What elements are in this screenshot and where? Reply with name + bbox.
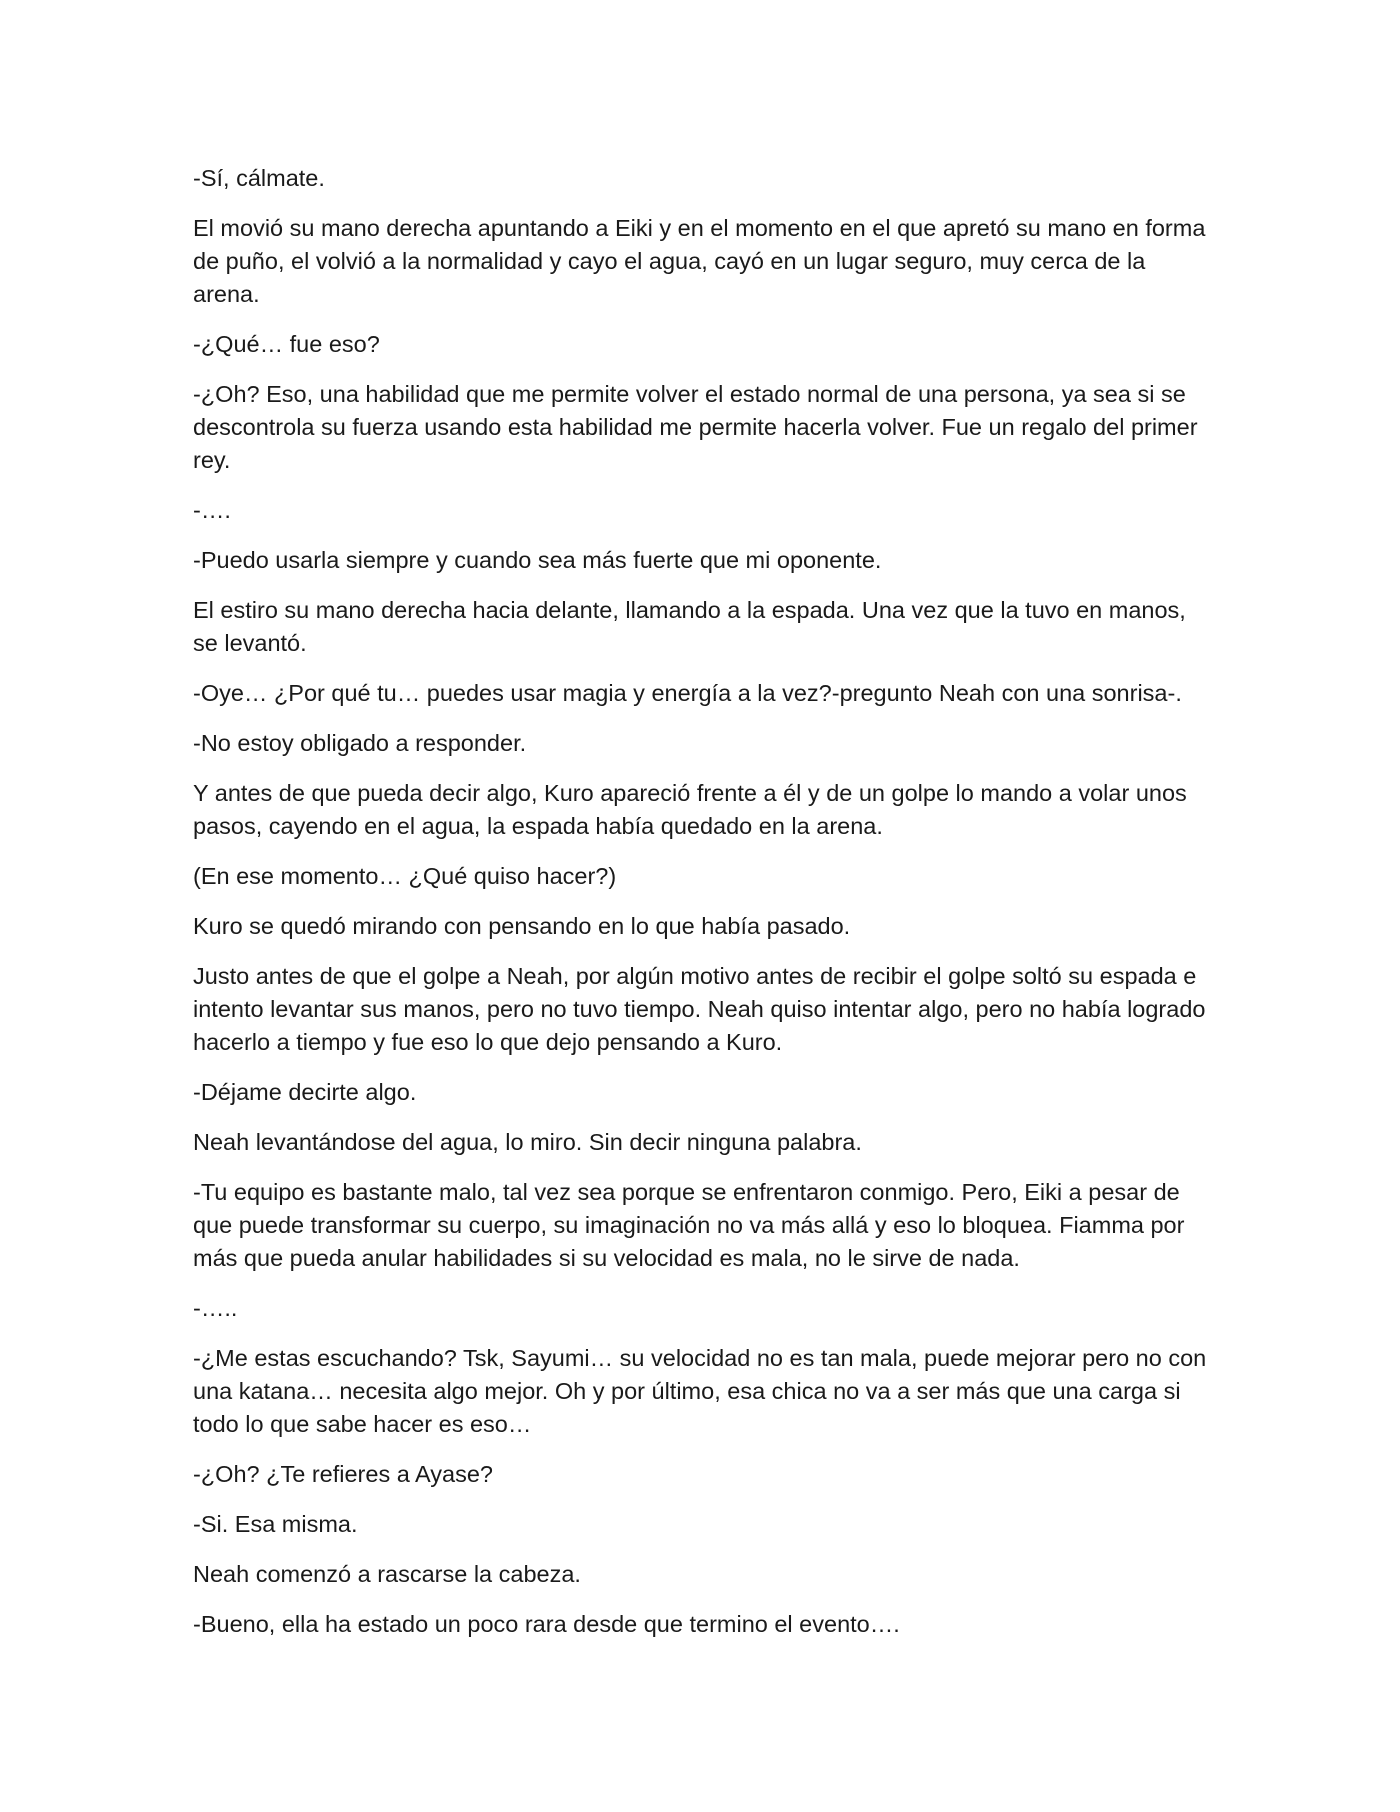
paragraph: -Tu equipo es bastante malo, tal vez sea porque se enfrentaron conmigo. Pero, Eiki a pesar de que puede transformar su cuerpo, su imaginación no va más allá y eso lo bloquea. Fiamma por más que pueda anular habilidades si su velocidad es mala, no le sirve de nada. [193, 1179, 1185, 1271]
paragraph: Neah comenzó a rascarse la cabeza. [193, 1561, 581, 1587]
paragraph: -….. [193, 1295, 238, 1321]
paragraph: (En ese momento… ¿Qué quiso hacer?) [193, 863, 617, 889]
paragraph: -¿Oh? Eso, una habilidad que me permite volver el estado normal de una persona, ya sea si se descontrola su fuerza usando esta habilidad me permite hacerla volver. Fue un regalo del primer rey. [193, 381, 1198, 473]
paragraph: -¿Oh? ¿Te refieres a Ayase? [193, 1461, 493, 1487]
paragraph: Justo antes de que el golpe a Neah, por algún motivo antes de recibir el golpe soltó su espada e intento levantar sus manos, pero no tuvo tiempo. Neah quiso intentar algo, pero no había logrado hacerlo a tiempo y fue eso lo que dejo pensando a Kuro. [193, 963, 1206, 1055]
paragraph: -¿Qué… fue eso? [193, 331, 380, 357]
paragraph: -Si. Esa misma. [193, 1511, 358, 1537]
paragraph: -Sí, cálmate. [193, 165, 325, 191]
paragraph: Y antes de que pueda decir algo, Kuro apareció frente a él y de un golpe lo mando a volar unos pasos, cayendo en el agua, la espada había quedado en la arena. [193, 780, 1187, 839]
paragraph: Kuro se quedó mirando con pensando en lo que había pasado. [193, 913, 851, 939]
paragraph: Neah levantándose del agua, lo miro. Sin decir ninguna palabra. [193, 1129, 862, 1155]
paragraph: -…. [193, 497, 231, 523]
paragraph: -Bueno, ella ha estado un poco rara desde que termino el evento…. [193, 1611, 900, 1637]
paragraph: -Déjame decirte algo. [193, 1079, 417, 1105]
paragraph: -Oye… ¿Por qué tu… puedes usar magia y energía a la vez?-pregunto Neah con una sonrisa-. [193, 680, 1182, 706]
paragraph: El movió su mano derecha apuntando a Eiki y en el momento en el que apretó su mano en forma de puño, el volvió a la normalidad y cayo el agua, cayó en un lugar seguro, muy cerca de la arena. [193, 215, 1206, 307]
document-body [193, 162, 1213, 1658]
paragraph: -Puedo usarla siempre y cuando sea más fuerte que mi oponente. [193, 547, 882, 573]
paragraph: El estiro su mano derecha hacia delante, llamando a la espada. Una vez que la tuvo en manos, se levantó. [193, 597, 1186, 656]
paragraph: -No estoy obligado a responder. [193, 730, 527, 756]
paragraph: -¿Me estas escuchando? Tsk, Sayumi… su velocidad no es tan mala, puede mejorar pero no con una katana… necesita algo mejor. Oh y por último, esa chica no va a ser más que una carga si todo lo que sabe hacer es eso… [193, 1345, 1207, 1437]
